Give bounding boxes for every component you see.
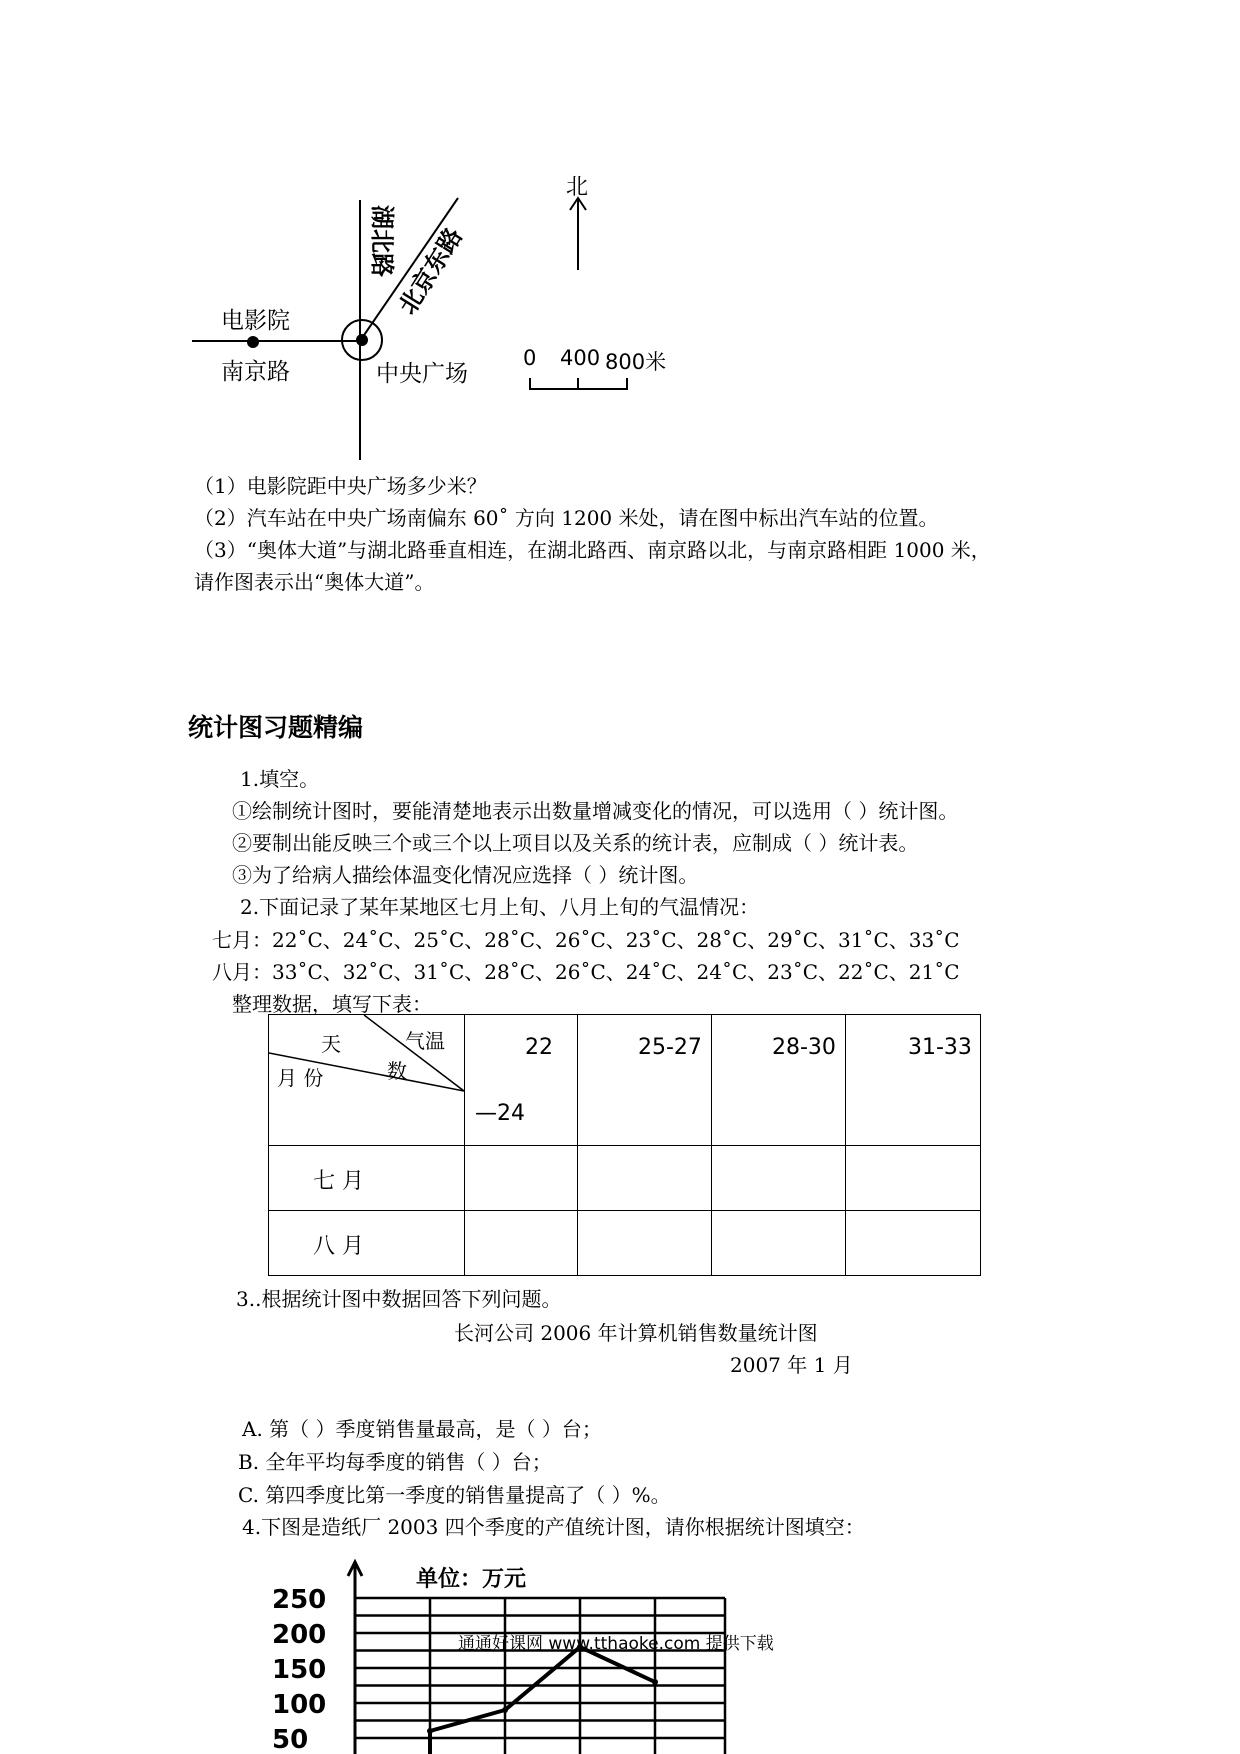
central-square-label: 中央广场 [376,361,468,387]
map-question-2: （2）汽车站在中央广场南偏东 60˚ 方向 1200 米处，请在图中标出汽车站的位置。 [194,506,939,530]
hubei-road-label: 湖北路 [368,205,396,277]
q2-heading: 2.下面记录了某年某地区七月上旬、八月上旬的气温情况： [240,895,760,919]
q3-chart-title: 长河公司 2006 年计算机销售数量统计图 [454,1321,818,1345]
q3-chart-date: 2007 年 1 月 [730,1353,853,1377]
corner-temp-label: 气温 [405,1029,445,1053]
col-header-24: —24 [475,1101,525,1126]
data-point [427,1728,433,1734]
q1-heading: 1.填空。 [240,767,320,791]
q3-item-a: A. 第（ ）季度销售量最高，是（ ）台； [242,1417,602,1441]
nanjing-road-label: 南京路 [221,359,290,385]
map-question-3-cont: 请作图表示出“奥体大道”。 [194,570,435,594]
y-tick-label: 100 [272,1690,327,1720]
y-tick-label: 50 [272,1725,309,1754]
q3-item-c: C. 第四季度比第一季度的销售量提高了（ ）%。 [238,1483,671,1507]
col-header-25-27-label: 25-27 [638,1035,702,1060]
y-tick-label: 250 [272,1585,327,1615]
col-header-31-33-label: 31-33 [908,1035,972,1060]
q1-item-1: ①绘制统计图时，要能清楚地表示出数量增减变化的情况，可以选用（ ）统计图。 [232,799,959,823]
q3-item-b: B. 全年平均每季度的销售（ ）台； [238,1450,552,1474]
north-label: 北 [566,175,589,200]
scale-label-400: 400 [560,346,601,370]
q1-item-3: ③为了给病人描绘体温变化情况应选择（ ）统计图。 [232,863,699,887]
section-title: 统计图习题精编 [188,713,364,742]
q4-heading: 4.下图是造纸厂 2003 四个季度的产值统计图，请你根据统计图填空： [242,1515,865,1539]
q2-august-data: 八月：33˚C、32˚C、31˚C、28˚C、26˚C、24˚C、24˚C、23˚C、22˚C、21˚C [212,960,960,984]
q3-heading: 3..根据统计图中数据回答下列问题。 [236,1287,562,1311]
col-header-28-30-label: 28-30 [772,1035,836,1060]
row-label-july-text: 七 月 [313,1169,364,1194]
q2-instruction: 整理数据，填写下表： [232,992,432,1016]
q4-unit-label: 单位：万元 [416,1567,527,1592]
y-tick-label: 200 [272,1620,327,1650]
col-header-22: 22 [525,1035,553,1060]
corner-days-label-b: 数 [387,1059,407,1083]
beijing-east-road-label: 北京东路 [393,222,468,320]
corner-days-label-a: 天 [321,1032,341,1056]
corner-month-label: 月 份 [277,1066,324,1090]
scale-label-800: 800米 [605,350,667,374]
q2-july-data: 七月：22˚C、24˚C、25˚C、28˚C、26˚C、23˚C、28˚C、29˚C、31˚C、33˚C [212,928,960,952]
cinema-label: 电影院 [221,308,290,334]
row-label-august-text: 八 月 [313,1234,364,1259]
q1-item-2: ②要制出能反映三个或三个以上项目以及关系的统计表，应制成（ ）统计表。 [232,831,919,855]
data-point [652,1679,658,1685]
y-tick-label: 150 [272,1655,327,1685]
map-question-1: （1）电影院距中央广场多少米？ [194,474,487,498]
data-point [502,1707,508,1713]
watermark: 通通好课网 www.tthaoke.com 提供下载 [458,1634,774,1654]
map-question-3: （3）“奥体大道”与湖北路垂直相连，在湖北路西、南京路以北，与南京路相距 1000 米， [194,538,991,562]
scale-label-0: 0 [523,346,537,370]
